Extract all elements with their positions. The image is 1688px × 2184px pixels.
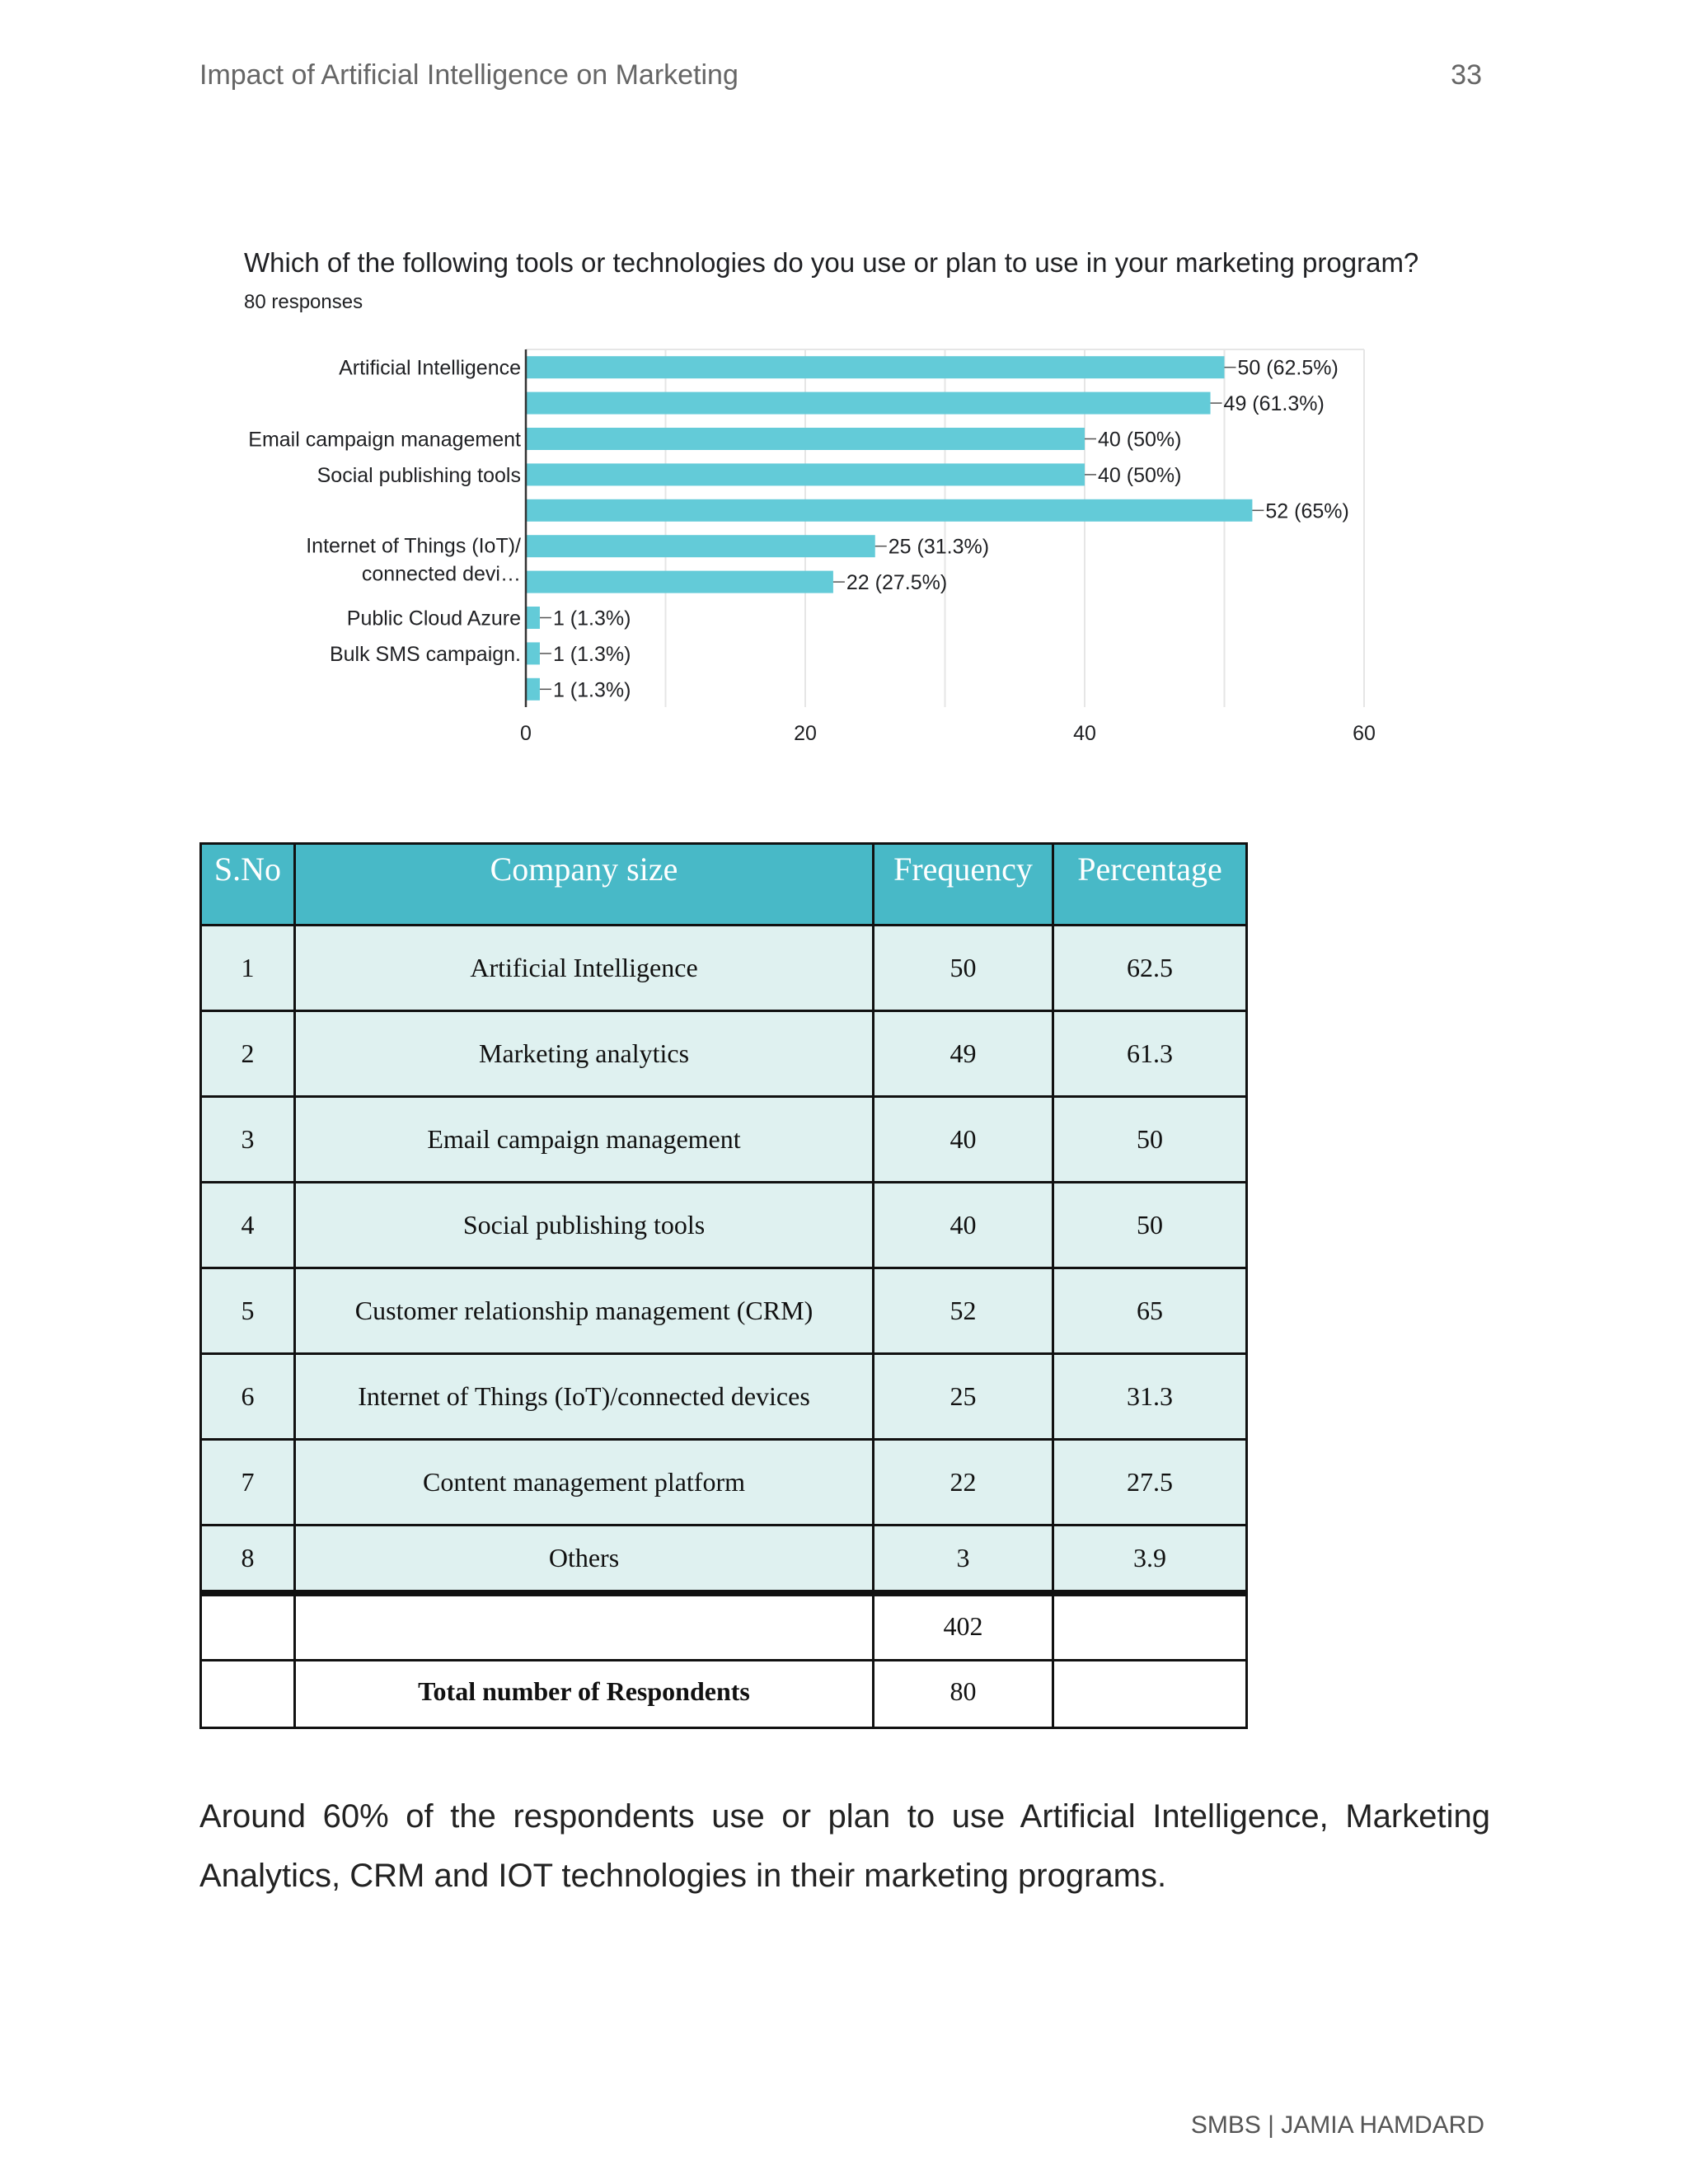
bar: [526, 607, 540, 629]
row-tool: Social publishing tools: [295, 1183, 874, 1268]
bar: [526, 356, 1225, 378]
tools-bar-chart: [0, 0, 1688, 775]
data-label: 1 (1.3%): [552, 642, 631, 666]
tools-frequency-table: [199, 842, 1248, 1729]
table-row: [201, 1354, 1247, 1440]
data-label: 22 (27.5%): [846, 571, 948, 595]
category-label: Internet of Things (IoT)/: [306, 534, 521, 558]
row-sno: 6: [201, 1354, 295, 1440]
bar: [526, 535, 875, 557]
row-tool: Marketing analytics: [295, 1011, 874, 1097]
row-tool: Others: [295, 1526, 874, 1593]
chart-subtitle: 80 responses: [244, 291, 363, 313]
table-row: [201, 1183, 1247, 1268]
row-tool: Artificial Intelligence: [295, 926, 874, 1011]
sum-frequency: 402: [874, 1593, 1053, 1661]
data-label: 49 (61.3%): [1223, 392, 1325, 416]
row-tool: Content management platform: [295, 1440, 874, 1526]
empty-cell: [1053, 1593, 1247, 1661]
row-frequency: 40: [874, 1097, 1053, 1183]
data-label: 1 (1.3%): [552, 607, 631, 630]
empty-cell: [1053, 1661, 1247, 1728]
row-percentage: 31.3: [1053, 1354, 1247, 1440]
row-percentage: 65: [1053, 1268, 1247, 1354]
header-sno: S.No: [201, 844, 295, 926]
category-label: connected devi…: [361, 562, 521, 586]
data-label: 1 (1.3%): [552, 678, 631, 702]
table-row: [201, 1268, 1247, 1354]
row-percentage: 62.5: [1053, 926, 1247, 1011]
x-tick-label: 60: [1353, 722, 1376, 745]
table-header-row: [201, 844, 1247, 926]
table-row: [201, 1526, 1247, 1593]
row-percentage: 27.5: [1053, 1440, 1247, 1526]
data-label: 25 (31.3%): [888, 535, 990, 559]
row-sno: 4: [201, 1183, 295, 1268]
bar: [526, 463, 1085, 485]
row-frequency: 25: [874, 1354, 1053, 1440]
header-company-size: Company size: [295, 844, 874, 926]
row-frequency: 22: [874, 1440, 1053, 1526]
row-tool: Internet of Things (IoT)/connected devices: [295, 1354, 874, 1440]
category-label: Social publishing tools: [316, 463, 521, 487]
header-percentage: Percentage: [1053, 844, 1247, 926]
row-percentage: 61.3: [1053, 1011, 1247, 1097]
table-row: [201, 1440, 1247, 1526]
total-row: [201, 1661, 1247, 1728]
x-tick-label: 0: [520, 722, 532, 745]
bar: [526, 499, 1252, 522]
row-percentage: 3.9: [1053, 1526, 1247, 1593]
data-label: 50 (62.5%): [1237, 356, 1339, 380]
x-tick-label: 20: [794, 722, 817, 745]
category-label: Artificial Intelligence: [339, 356, 521, 380]
row-sno: 7: [201, 1440, 295, 1526]
page-number: 33: [1451, 59, 1482, 91]
row-sno: 8: [201, 1526, 295, 1593]
category-label: Email campaign management: [248, 428, 521, 452]
row-tool: Email campaign management: [295, 1097, 874, 1183]
row-sno: 1: [201, 926, 295, 1011]
row-frequency: 52: [874, 1268, 1053, 1354]
row-frequency: 3: [874, 1526, 1053, 1593]
row-tool: Customer relationship management (CRM): [295, 1268, 874, 1354]
bar: [526, 678, 540, 701]
x-tick-label: 40: [1073, 722, 1096, 745]
running-title: Impact of Artificial Intelligence on Marketing: [199, 59, 738, 91]
category-label: Bulk SMS campaign.: [329, 642, 521, 666]
table-row: [201, 1011, 1247, 1097]
row-sno: 2: [201, 1011, 295, 1097]
table-row: [201, 926, 1247, 1011]
row-percentage: 50: [1053, 1183, 1247, 1268]
data-label: 40 (50%): [1098, 428, 1182, 452]
table-row: [201, 1097, 1247, 1183]
body-paragraph: Around 60% of the respondents use or plan to use Artificial Intelligence, Marketing Analytics, CRM and IOT technologies in their marketing programs.: [199, 1798, 1490, 1894]
empty-cell: [201, 1661, 295, 1728]
empty-cell: [295, 1593, 874, 1661]
sum-row: [201, 1593, 1247, 1661]
header-frequency: Frequency: [874, 844, 1053, 926]
chart-title: Which of the following tools or technologies do you use or plan to use in your marketing program?: [244, 247, 1419, 278]
row-sno: 5: [201, 1268, 295, 1354]
category-label: Public Cloud Azure: [346, 607, 521, 630]
empty-cell: [201, 1593, 295, 1661]
row-frequency: 49: [874, 1011, 1053, 1097]
row-sno: 3: [201, 1097, 295, 1183]
bar: [526, 571, 833, 593]
bar: [526, 642, 540, 664]
bar: [526, 428, 1085, 450]
data-label: 40 (50%): [1098, 463, 1182, 487]
data-label: 52 (65%): [1265, 499, 1349, 523]
row-percentage: 50: [1053, 1097, 1247, 1183]
footer-text: SMBS | JAMIA HAMDARD: [1190, 2111, 1484, 2139]
row-frequency: 40: [874, 1183, 1053, 1268]
row-frequency: 50: [874, 926, 1053, 1011]
bar: [526, 392, 1211, 415]
total-value: 80: [874, 1661, 1053, 1728]
total-label: Total number of Respondents: [295, 1661, 874, 1728]
